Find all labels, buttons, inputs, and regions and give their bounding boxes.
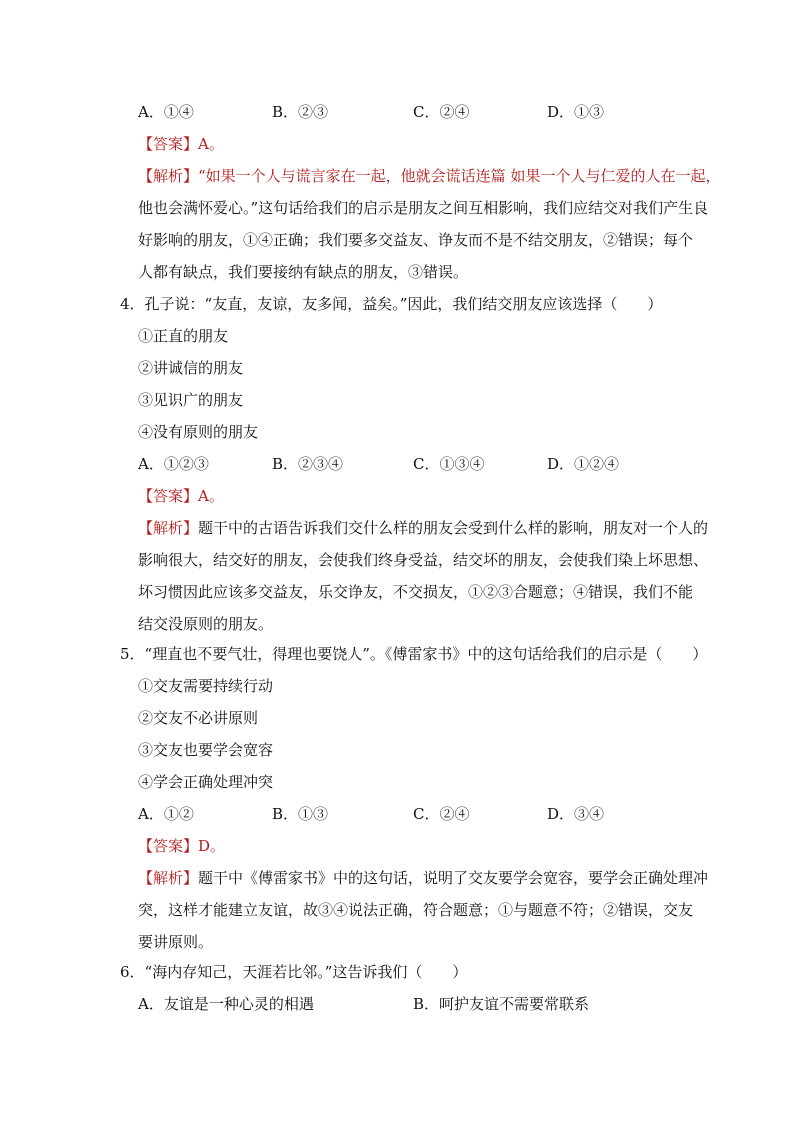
q4-option-c: C．①③④: [413, 455, 485, 473]
q5-analysis-label: 【解析】: [138, 869, 199, 887]
q4-item-2: ②讲诚信的朋友: [138, 359, 244, 377]
q4-item-4: ④没有原则的朋友: [138, 423, 259, 441]
q3-answer: 【答案】A。: [138, 135, 224, 153]
q4-option-d: D．①②④: [547, 455, 620, 473]
q5-analysis-line-2: 突，这样才能建立友谊，故③④说法正确，符合题意；①与题意不符；②错误，交友: [138, 901, 694, 919]
q5-item-4: ④学会正确处理冲突: [138, 773, 274, 791]
q4-item-1: ①正直的朋友: [138, 327, 229, 345]
q4-answer: 【答案】A。: [138, 487, 224, 505]
q4-stem: 4．孔子说：“友直，友谅，友多闻，益矣。”因此，我们结交朋友应该选择（ ）: [120, 295, 663, 313]
q3-option-a: A．①④: [138, 103, 194, 121]
q5-item-2: ②交友不必讲原则: [138, 709, 259, 727]
q5-option-b: B．①③: [272, 805, 329, 823]
q3-analysis-line-3: 好影响的朋友，①④正确；我们要多交益友、诤友而不是不结交朋友，②错误；每个: [138, 231, 694, 249]
q4-analysis-line-4: 结交没原则的朋友。: [138, 615, 274, 633]
q5-stem: 5．“理直也不要气壮，得理也要饶人”。《傅雷家书》中的这句话给我们的启示是（ ）: [120, 645, 708, 663]
q3-analysis-line-4: 人都有缺点，我们要接纳有缺点的朋友，③错误。: [138, 263, 469, 281]
q5-item-1: ①交友需要持续行动: [138, 677, 274, 695]
q5-option-c: C．②④: [413, 805, 470, 823]
q6-option-a: A．友谊是一种心灵的相遇: [138, 995, 314, 1013]
q3-analysis-line-2: 他也会满怀爱心。”这句话给我们的启示是朋友之间互相影响，我们应结交对我们产生良: [138, 199, 709, 217]
q4-option-b: B．②③④: [272, 455, 344, 473]
q6-stem: 6．“海内存知己，天涯若比邻。”这告诉我们（ ）: [120, 963, 468, 981]
q4-option-a: A．①②③: [138, 455, 209, 473]
q4-analysis-label: 【解析】: [138, 519, 199, 537]
q5-option-d: D．③④: [547, 805, 605, 823]
q3-analysis-label: 【解析】: [138, 167, 199, 185]
q5-analysis-line-3: 要讲原则。: [138, 933, 214, 951]
q4-analysis-line-3: 坏习惯因此应该多交益友，乐交诤友，不交损友，①②③合题意；④错误，我们不能: [138, 583, 694, 601]
q3-option-d: D．①③: [547, 103, 605, 121]
q5-analysis-line-1: 【解析】题干中《傅雷家书》中的这句话，说明了交友要学会宽容，要学会正确处理冲: [138, 869, 709, 887]
q5-answer: 【答案】D。: [138, 837, 226, 855]
q4-analysis-line-1: 【解析】题干中的古语告诉我们交什么样的朋友会受到什么样的影响，朋友对一个人的: [138, 519, 709, 537]
q4-analysis-line-2: 影响很大，结交好的朋友，会使我们终身受益，结交坏的朋友，会使我们染上坏思想、: [138, 551, 709, 569]
q5-item-3: ③交友也要学会宽容: [138, 741, 274, 759]
q3-option-b: B．②③: [272, 103, 329, 121]
q5-option-a: A．①②: [138, 805, 194, 823]
q3-analysis-line-1: 【解析】“如果一个人与谎言家在一起，他就会谎话连篇 如果一个人与仁爱的人在一起，: [138, 167, 721, 185]
q3-option-c: C．②④: [413, 103, 470, 121]
q4-item-3: ③见识广的朋友: [138, 391, 244, 409]
q6-option-b: B．呵护友谊不需要常联系: [413, 995, 590, 1013]
